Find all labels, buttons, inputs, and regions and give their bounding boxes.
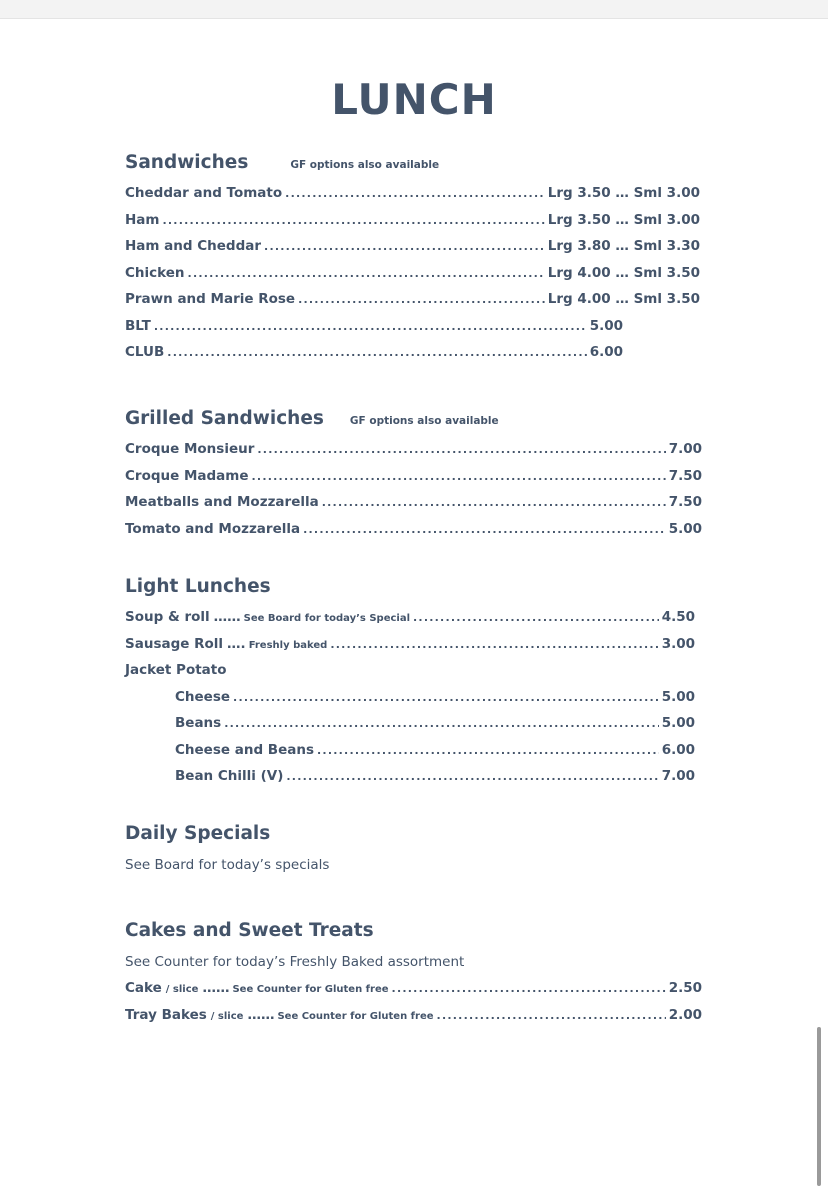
item-name: Cheese and Beans — [175, 741, 315, 758]
section-header — [125, 572, 705, 602]
dot-leader — [286, 763, 658, 791]
section-header — [125, 819, 705, 849]
item-name: Cheddar and Tomato — [125, 185, 283, 201]
menu-item-soup — [125, 604, 695, 631]
section-sandwiches — [125, 148, 705, 366]
item-name: Bean Chilli (V) — [175, 768, 284, 784]
top-bar — [0, 0, 828, 18]
item-unit: / slice — [165, 984, 199, 995]
menu-item-cake — [125, 975, 702, 1002]
daily-specials-text: See Board for today’s specials — [125, 857, 330, 873]
dot-leader — [257, 436, 665, 464]
cakes-text: See Counter for today’s Freshly Baked assortment — [125, 954, 465, 970]
item-name: Sausage Roll — [125, 635, 224, 652]
item-name: Cake — [125, 980, 162, 996]
item-price: Lrg 4.00 … Sml 3.50 — [547, 291, 700, 307]
item-price: 6.00 — [589, 344, 623, 360]
dot-leader — [330, 631, 658, 659]
item-name: Croque Monsieur — [125, 441, 255, 457]
menu-item — [125, 207, 700, 234]
item-note: Freshly baked — [248, 639, 328, 651]
item-separator: …… — [247, 1006, 275, 1023]
menu-item — [125, 260, 700, 287]
item-name: BLT — [125, 317, 151, 334]
section-title: Cakes and Sweet Treats — [125, 920, 374, 941]
item-note: See Counter for Gluten free — [277, 1010, 434, 1022]
menu-subitem — [125, 737, 695, 764]
menu-item — [125, 489, 702, 516]
item-name: Cheese — [175, 688, 231, 705]
section-daily-specials — [125, 819, 705, 878]
dot-leader — [298, 286, 545, 314]
item-name: Tray Bakes — [125, 1006, 207, 1023]
item-price: Lrg 3.50 … Sml 3.00 — [547, 185, 700, 201]
dot-leader — [188, 260, 545, 288]
item-name: Ham — [125, 211, 160, 228]
menu-subitem — [125, 684, 695, 711]
section-title: Sandwiches — [125, 152, 249, 173]
gf-note: GF options also available — [349, 415, 499, 427]
item-price: Lrg 3.80 … Sml 3.30 — [547, 238, 700, 254]
menu-item — [125, 233, 700, 260]
section-cakes — [125, 916, 705, 1028]
dot-leader — [154, 313, 587, 341]
dot-leader — [162, 207, 544, 235]
item-name: Soup & roll — [125, 609, 210, 625]
item-name: Tomato and Mozzarella — [125, 520, 301, 537]
dot-leader — [252, 463, 666, 491]
item-name: Chicken — [125, 264, 185, 281]
dot-leader — [392, 975, 666, 1003]
menu-item — [125, 463, 702, 490]
item-price: 3.00 — [661, 635, 695, 652]
item-name: CLUB — [125, 344, 165, 360]
item-price: 2.50 — [668, 980, 702, 996]
item-price: Lrg 4.00 … Sml 3.50 — [547, 264, 700, 281]
item-separator: …. — [227, 635, 246, 652]
item-price: 5.00 — [661, 715, 695, 731]
section-grilled-sandwiches — [125, 404, 705, 542]
dot-leader — [437, 1002, 666, 1030]
item-name: Prawn and Marie Rose — [125, 291, 296, 307]
page-title: LUNCH — [331, 75, 497, 124]
item-price: Lrg 3.50 … Sml 3.00 — [547, 211, 700, 228]
item-unit: / slice — [210, 1010, 244, 1022]
item-price: 5.00 — [589, 317, 623, 334]
section-light-lunches — [125, 572, 705, 790]
menu-item-tray-bakes — [125, 1002, 702, 1029]
section-header — [125, 404, 705, 434]
dot-leader — [303, 516, 666, 544]
item-price: 5.00 — [661, 688, 695, 705]
menu-item — [125, 436, 702, 463]
menu-item-sausage-roll — [125, 631, 695, 658]
item-separator: …… — [202, 980, 230, 996]
item-name: Jacket Potato — [125, 662, 227, 678]
dot-leader — [167, 339, 586, 367]
item-price: 7.00 — [668, 441, 702, 457]
item-price: 4.50 — [661, 609, 695, 625]
menu-item — [125, 313, 623, 340]
item-price: 5.00 — [668, 520, 702, 537]
item-separator: …… — [213, 609, 241, 625]
dot-leader — [264, 233, 545, 261]
section-title: Daily Specials — [125, 823, 271, 844]
item-name: Croque Madame — [125, 467, 249, 484]
menu-subitem — [125, 763, 695, 790]
menu-item — [125, 516, 702, 543]
item-name: Meatballs and Mozzarella — [125, 494, 319, 510]
section-title: Light Lunches — [125, 576, 271, 597]
item-price: 6.00 — [661, 741, 695, 758]
item-price: 7.00 — [661, 768, 695, 784]
menu-item-jacket-potato — [125, 657, 705, 684]
dot-leader — [233, 684, 659, 712]
section-header — [125, 916, 705, 946]
section-header — [125, 148, 705, 178]
dot-leader — [317, 737, 659, 765]
gf-note: GF options also available — [290, 159, 440, 171]
item-price: 2.00 — [668, 1006, 702, 1023]
item-note: See Board for today’s Special — [243, 613, 411, 624]
menu-subitem — [125, 710, 695, 737]
menu-item — [125, 180, 700, 207]
top-bar-divider — [0, 18, 828, 19]
item-name: Ham and Cheddar — [125, 238, 262, 254]
dot-leader — [413, 604, 659, 632]
vertical-scrollbar[interactable] — [817, 1027, 821, 1186]
section-title: Grilled Sandwiches — [125, 408, 324, 429]
item-note: See Counter for Gluten free — [232, 984, 389, 995]
dot-leader — [322, 489, 666, 517]
item-price: 7.50 — [668, 467, 702, 484]
menu-item — [125, 286, 700, 313]
item-name: Beans — [175, 715, 222, 731]
menu-item — [125, 339, 623, 366]
dot-leader — [285, 180, 545, 208]
dot-leader — [224, 710, 658, 738]
item-price: 7.50 — [668, 494, 702, 510]
